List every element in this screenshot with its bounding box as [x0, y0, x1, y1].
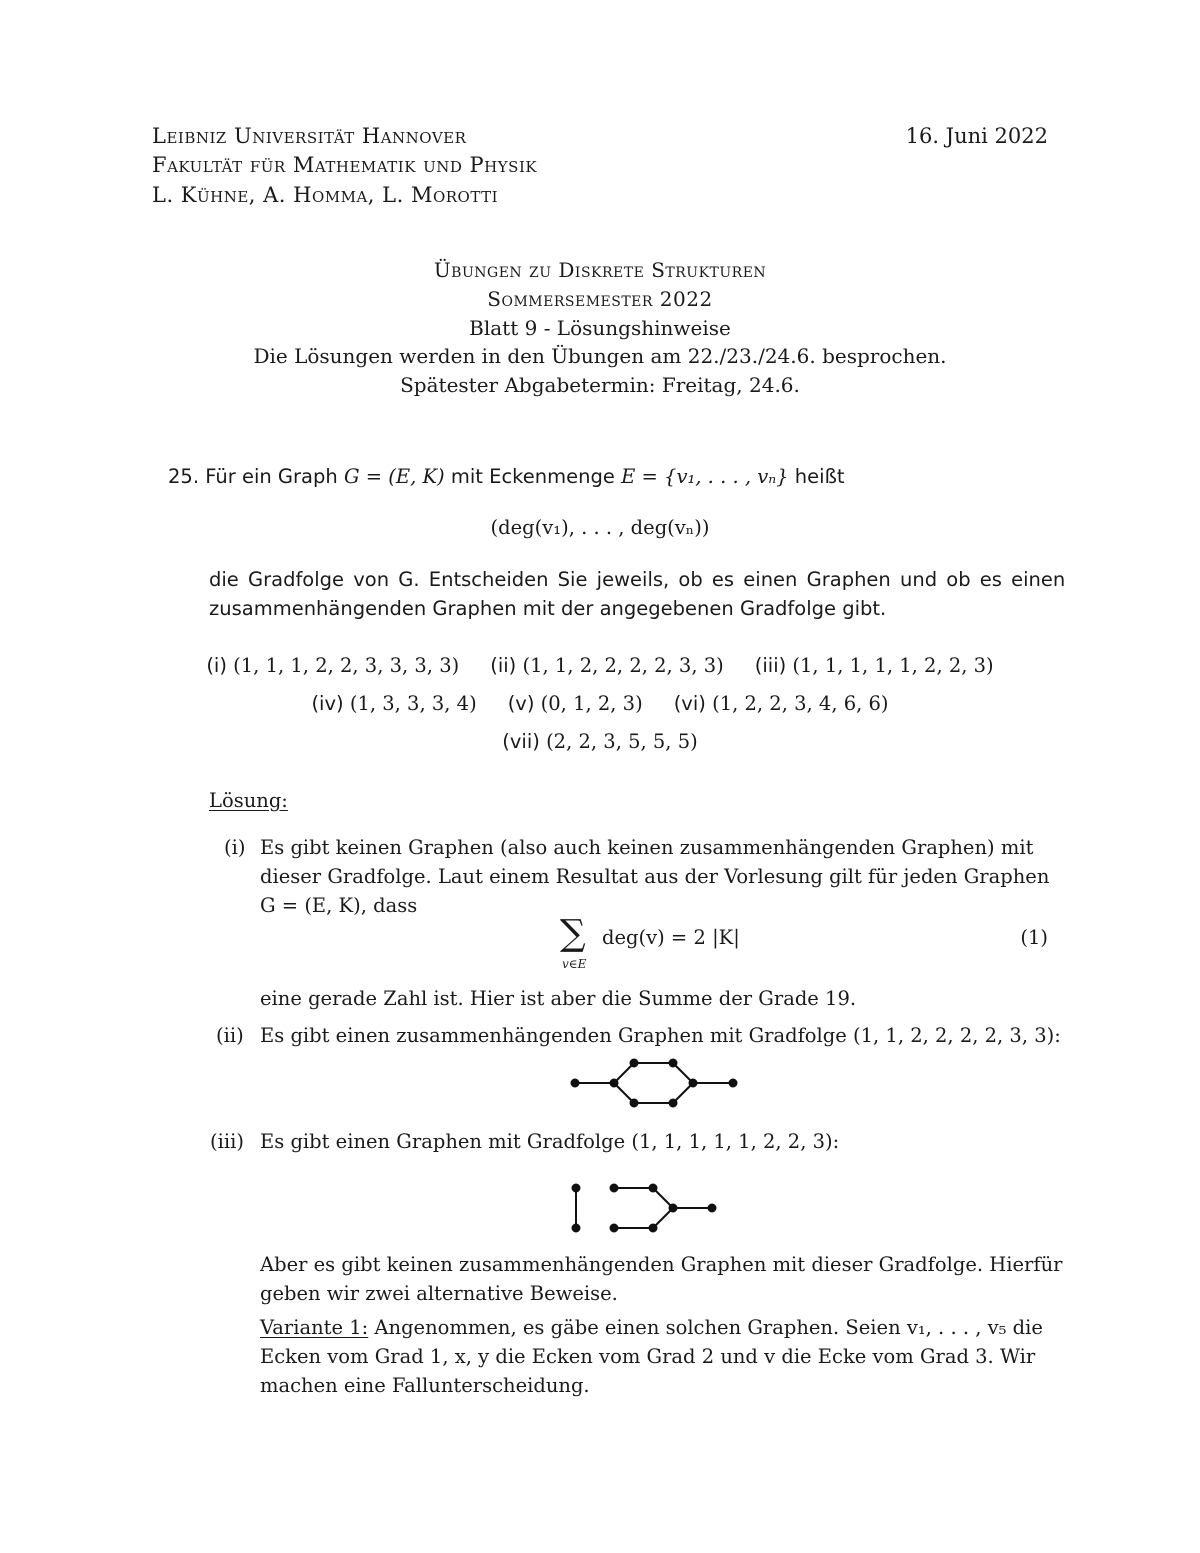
seq-label-i: (i)	[206, 654, 227, 677]
solution-iii-line3: geben wir zwei alternative Beweise.	[260, 1282, 618, 1305]
exercise-para-line2: zusammenhängenden Graphen mit der angegebenen Gradfolge gibt.	[209, 597, 887, 620]
course-title: Übungen zu Diskrete Strukturen	[433, 258, 767, 282]
degree-sequence-formula: (deg(v₁), . . . , deg(vₙ))	[490, 516, 710, 539]
graph-iii-vertex	[650, 1185, 657, 1192]
solution-iii-line2: Aber es gibt keinen zusammenhängenden Graphen mit dieser Gradfolge. Hierfür	[260, 1253, 1063, 1276]
exercise-math-b: E = {v₁, . . . , vₙ}	[621, 465, 789, 488]
variant-1-line	[260, 1316, 1043, 1339]
solution-i-line3: G = (E, K), dass	[260, 894, 418, 917]
authors: L. Kühne, A. Homma, L. Morotti	[152, 183, 499, 207]
exercise-text-a: Für ein Graph	[205, 465, 338, 488]
deadline: Spätester Abgabetermin: Freitag, 24.6.	[400, 373, 800, 397]
solution-i-line1: Es gibt keinen Graphen (also auch keinen zusammenhängenden Graphen) mit	[260, 836, 1034, 859]
graph-iii-vertex	[611, 1185, 618, 1192]
solution-heading: Lösung:	[209, 789, 288, 812]
exercise-text-c: heißt	[794, 465, 845, 488]
sum-symbol: ∑	[560, 913, 586, 954]
sum-subscript: v∈E	[562, 957, 587, 971]
variant-1-label: Variante 1:	[260, 1316, 369, 1339]
graph-iii-vertex	[670, 1205, 677, 1212]
exercise-text-b: mit Eckenmenge	[450, 465, 615, 488]
seq-value-iv: (1, 3, 3, 3, 4)	[349, 692, 477, 715]
graph-iii-vertex	[709, 1205, 716, 1212]
equation-number: (1)	[1020, 926, 1048, 949]
variant-1-text: Angenommen, es gäbe einen solchen Graphen. Seien v₁, . . . , v₅ die	[374, 1316, 1043, 1339]
exercise-math-a: G = (E, K)	[343, 465, 445, 488]
graph-iii-vertex	[573, 1185, 580, 1192]
solution-i-line2: dieser Gradfolge. Laut einem Resultat aus der Vorlesung gilt für jeden Graphen	[260, 865, 1050, 888]
solution-iii-line6: machen eine Fallunterscheidung.	[260, 1374, 590, 1397]
seq-value-v: (0, 1, 2, 3)	[540, 692, 643, 715]
degree-sum-formula: deg(v) = 2 |K|	[602, 926, 740, 949]
sheet-title: Blatt 9 - Lösungshinweise	[469, 316, 731, 340]
seq-value-iii: (1, 1, 1, 1, 1, 2, 2, 3)	[792, 654, 994, 677]
solution-iii-label: (iii)	[210, 1130, 244, 1153]
solution-ii-label: (ii)	[216, 1024, 244, 1047]
solution-iii-line5: Ecken vom Grad 1, x, y die Ecken vom Grad 2 und v die Ecke vom Grad 3. Wir	[260, 1345, 1036, 1368]
seq-value-vi: (1, 2, 2, 3, 4, 6, 6)	[712, 692, 889, 715]
date: 16. Juni 2022	[905, 124, 1048, 148]
seq-value-ii: (1, 1, 2, 2, 2, 2, 3, 3)	[522, 654, 724, 677]
graph-iii-vertex	[650, 1225, 657, 1232]
exercise-para-line1: die Gradfolge von G. Entscheiden Sie jeweils, ob es einen Graphen und ob es einen	[209, 568, 1066, 591]
solution-i-line4: eine gerade Zahl ist. Hier ist aber die Summe der Grade 19.	[260, 987, 857, 1010]
faculty-name: Fakultät für Mathematik und Physik	[152, 153, 538, 177]
seq-label-ii: (ii)	[490, 654, 517, 677]
solution-iii-line1: Es gibt einen Graphen mit Gradfolge (1, 1, 1, 1, 1, 2, 2, 3):	[260, 1130, 840, 1153]
solution-i-label: (i)	[224, 836, 246, 859]
semester: Sommersemester 2022	[487, 287, 713, 311]
graph-iii-vertex	[611, 1225, 618, 1232]
seq-value-i: (1, 1, 1, 2, 2, 3, 3, 3, 3)	[233, 654, 460, 677]
seq-label-v: (v)	[507, 692, 535, 715]
seq-label-iii: (iii)	[754, 654, 787, 677]
university-name: Leibniz Universität Hannover	[152, 124, 467, 148]
exercise-number: 25.	[168, 465, 200, 488]
graph-iii-vertex	[573, 1225, 580, 1232]
solution-ii-line1: Es gibt einen zusammenhängenden Graphen mit Gradfolge (1, 1, 2, 2, 2, 2, 3, 3):	[260, 1024, 1061, 1047]
discussion-note: Die Lösungen werden in den Übungen am 22./23./24.6. besprochen.	[253, 344, 947, 368]
seq-label-iv: (iv)	[311, 692, 344, 715]
seq-label-vii: (vii)	[502, 730, 540, 753]
seq-value-vii: (2, 2, 3, 5, 5, 5)	[546, 730, 698, 753]
seq-label-vi: (vi)	[673, 692, 706, 715]
